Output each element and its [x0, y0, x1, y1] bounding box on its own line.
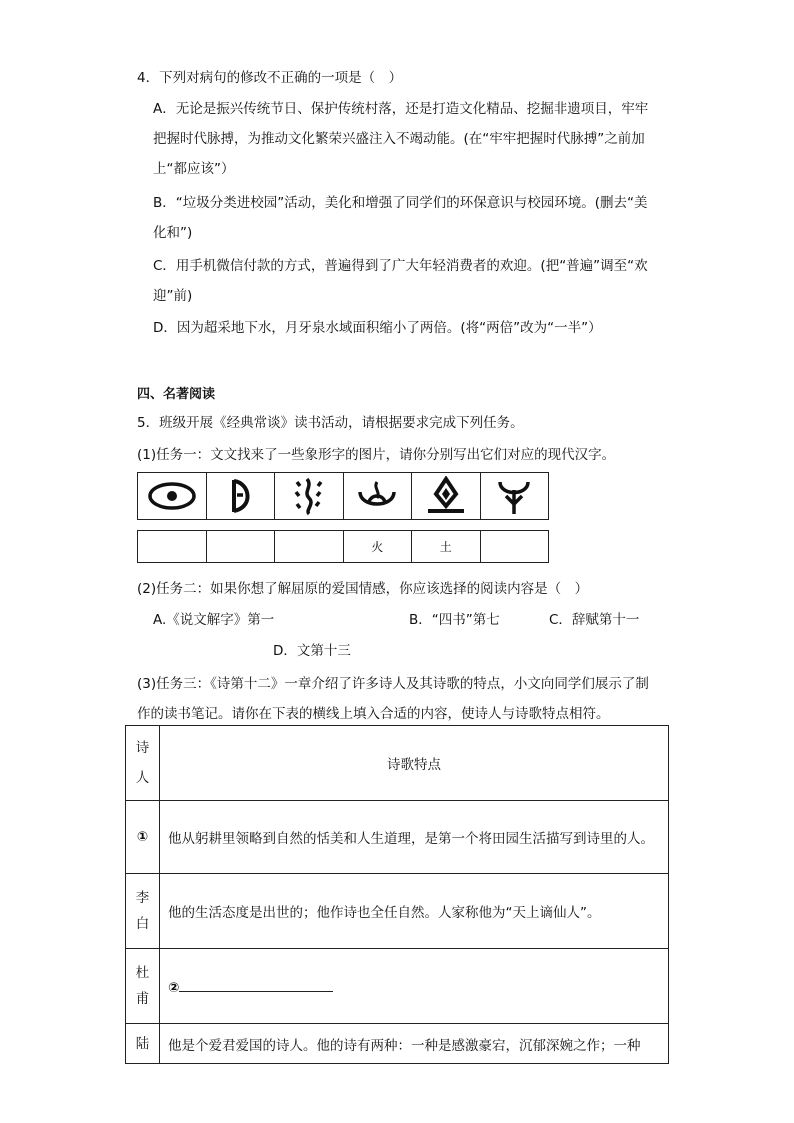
poet-feature: 他是个爱君爱国的诗人。他的诗有两种：一种是感激豪宕，沉郁深婉之作；一种 [160, 1024, 669, 1064]
task-1-text: (1)任务一：文文找来了一些象形字的图片，请你分别写出它们对应的现代汉字。 [137, 447, 616, 463]
moon-pictograph-cell [207, 473, 276, 519]
table-row [126, 874, 669, 949]
answer-cell[interactable] [138, 531, 207, 562]
task-2-option-d: D．文第十三 [273, 643, 351, 659]
eye-pictograph-icon [146, 478, 198, 514]
option-c-line-1: C．用手机微信付款的方式，普遍得到了广大年轻消费者的欢迎。(把“普遍”调至“欢 [153, 258, 648, 274]
option-c-line-2: 迎”前) [153, 288, 193, 304]
task-2-option-c: C．辞赋第十一 [549, 612, 640, 628]
fire-pictograph-icon [355, 478, 399, 514]
header-feature: 诗歌特点 [160, 726, 669, 801]
earth-pictograph-cell [412, 473, 481, 519]
table-row [126, 949, 669, 1024]
poet-feature: 他从躬耕里领略到自然的恬美和人生道理，是第一个将田园生活描写到诗里的人。 [160, 801, 669, 874]
poet-feature-cell [160, 949, 669, 1024]
poet-name: 杜甫 [126, 949, 160, 1024]
pictograph-row [137, 472, 549, 520]
section-title: 四、名著阅读 [137, 387, 216, 402]
table-row [126, 801, 669, 874]
eye-pictograph-cell [138, 473, 207, 519]
answer-row [137, 530, 549, 563]
poet-name: 陆 [126, 1024, 160, 1064]
table-header-row [126, 726, 669, 801]
earth-pictograph-icon [424, 476, 468, 516]
task-2-option-a: A.《说文解字》第一 [153, 612, 275, 628]
poet-feature: 他的生活态度是出世的；他作诗也全任自然。人家称他为“天上谪仙人”。 [160, 874, 669, 949]
answer-cell[interactable] [481, 531, 549, 562]
option-a-line-3: 上“都应该”） [153, 161, 235, 177]
table-row [126, 1024, 669, 1064]
answer-cell[interactable] [207, 531, 276, 562]
task-2-option-b: B．“四书”第七 [409, 612, 500, 628]
option-b-line-1: B．“垃圾分类进校园”活动，美化和增强了同学们的环保意识与校园环境。(删去“美 [153, 195, 648, 211]
poet-table [125, 725, 669, 1064]
answer-cell[interactable] [275, 531, 344, 562]
answer-blank[interactable] [179, 977, 333, 992]
poet-name: 李白 [126, 874, 160, 949]
answer-cell[interactable]: 火 [344, 531, 413, 562]
task-2-text: (2)任务二：如果你想了解屈原的爱国情感，你应该选择的阅读内容是（ ） [137, 581, 589, 597]
moon-pictograph-icon [220, 477, 260, 515]
ox-pictograph-icon [494, 476, 534, 516]
ox-pictograph-cell [481, 473, 549, 519]
header-poet: 诗人 [126, 726, 160, 801]
task-3-line-2: 作的读书笔记。请你在下表的横线上填入合适的内容，使诗人与诗歌特点相符。 [137, 706, 610, 722]
answer-cell[interactable]: 土 [412, 531, 481, 562]
task-3-line-1: (3)任务三：《诗第十二》一章介绍了许多诗人及其诗歌的特点，小文向同学们展示了制 [137, 676, 649, 692]
option-d-line-1: D．因为超采地下水，月牙泉水域面积缩小了两倍。(将“两倍”改为“一半”） [153, 320, 602, 336]
question-5-title: 5．班级开展《经典常谈》读书活动，请根据要求完成下列任务。 [137, 415, 524, 431]
poet-name[interactable]: ① [126, 801, 160, 874]
question-4-title: 4．下列对病句的修改不正确的一项是（ ） [137, 70, 403, 86]
blank-marker: ② [168, 979, 180, 996]
option-a-line-2: 把握时代脉搏，为推动文化繁荣兴盛注入不竭动能。(在“牢牢把握时代脉搏”之前加 [153, 131, 645, 147]
fire-pictograph-cell [344, 473, 413, 519]
option-a-line-1: A．无论是振兴传统节日、保护传统村落，还是打造文化精品、挖掘非遗项目，牢牢 [153, 101, 649, 117]
option-b-line-2: 化和”) [153, 225, 193, 241]
water-pictograph-cell [275, 473, 344, 519]
water-pictograph-icon [289, 476, 329, 516]
